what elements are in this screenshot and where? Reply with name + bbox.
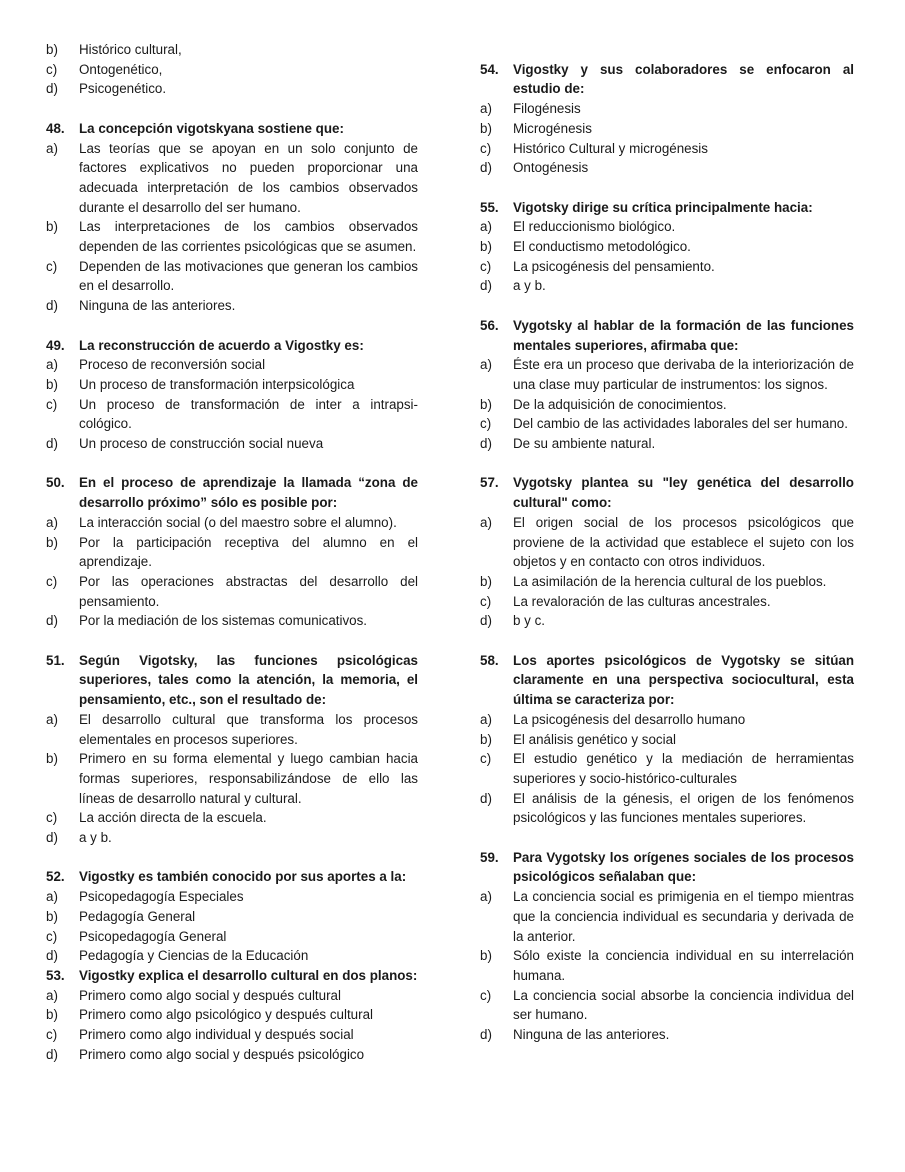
- option-letter: b): [480, 239, 492, 254]
- question-block: [46, 651, 418, 848]
- option-text: a y b.: [513, 278, 546, 294]
- option-letter: d): [46, 81, 58, 97]
- option-text: Un proceso de construcción social nueva: [79, 436, 324, 452]
- answer-option: [46, 808, 418, 828]
- option-text: Histórico cultural,: [79, 42, 182, 57]
- option-letter: b): [46, 534, 58, 550]
- answer-option: [46, 395, 418, 434]
- answer-option: [46, 986, 418, 1006]
- option-text: a y b.: [79, 830, 112, 846]
- question-heading: [46, 119, 418, 139]
- question-text: Vigostky es también conocido por sus aportes a la:: [79, 869, 407, 885]
- option-letter: a): [480, 711, 492, 727]
- option-text: La conciencia social absorbe la conciencia individua del ser humano.: [513, 987, 854, 1023]
- option-text: Sólo existe la conciencia individual en su interrelación humana.: [513, 948, 854, 983]
- option-letter: d): [46, 948, 58, 964]
- option-text: b y c.: [513, 613, 545, 629]
- option-text: Primero como algo social y después psicológico: [79, 1046, 365, 1062]
- question-heading: [480, 651, 854, 710]
- question-number: 58.: [480, 652, 499, 668]
- answer-option: [480, 139, 854, 159]
- question-block: [46, 966, 418, 1065]
- answer-option: [46, 513, 418, 533]
- option-letter: b): [46, 219, 58, 235]
- option-text: De la adquisición de conocimientos.: [513, 396, 727, 412]
- option-text: Dependen de las motivaciones que generan los cambios en el desarrollo.: [79, 258, 418, 294]
- option-letter: b): [46, 376, 58, 392]
- option-letter: d): [480, 278, 492, 294]
- question-number: 51.: [46, 652, 65, 668]
- option-text: Histórico Cultural y microgénesis: [513, 140, 708, 156]
- option-text: Primero en su forma elemental y luego cambian hacia formas superiores, responsabilizándose de ello las líneas de desarrollo natural y cultural.: [79, 751, 418, 806]
- option-letter: a): [480, 219, 492, 235]
- option-text: La interacción social (o del maestro sobre el alumno).: [79, 514, 397, 530]
- question-number: 59.: [480, 849, 499, 865]
- option-text: Primero como algo psicológico y después cultural: [79, 1007, 373, 1023]
- question-block: [46, 119, 418, 316]
- question-number: 55.: [480, 199, 499, 215]
- option-letter: c): [46, 61, 58, 77]
- option-text: Del cambio de las actividades laborales del ser humano.: [513, 416, 848, 432]
- option-letter: a): [480, 889, 492, 905]
- option-text: La asimilación de la herencia cultural de los pueblos.: [513, 573, 827, 589]
- left-column: [46, 40, 418, 1084]
- option-letter: c): [480, 258, 492, 274]
- option-text: El origen social de los procesos psicológicos que proviene de la actividad que establece el sujeto con los objetos y en contacto con otros individuos.: [513, 514, 854, 570]
- option-text: Un proceso de transformación interpsicológica: [79, 376, 355, 392]
- option-text: El análisis genético y social: [513, 731, 677, 747]
- answer-option: [46, 1005, 418, 1025]
- option-letter: d): [480, 160, 492, 176]
- answer-option: [480, 513, 854, 572]
- answer-option: [480, 276, 854, 296]
- option-letter: d): [46, 298, 58, 314]
- option-text: Ninguna de las anteriores.: [79, 298, 236, 314]
- answer-option: [46, 611, 418, 631]
- question-heading: [480, 848, 854, 887]
- answer-option: [480, 710, 854, 730]
- question-number: 50.: [46, 475, 65, 491]
- option-text: La psicogénesis del desarrollo humano: [513, 711, 746, 727]
- option-letter: b): [480, 731, 492, 747]
- option-text: Ontogénesis: [513, 160, 589, 176]
- continued-options: [46, 40, 418, 99]
- question-text: Vygotsky plantea su "ley genética del desarrollo cultural" como:: [513, 475, 854, 511]
- option-letter: c): [480, 140, 492, 156]
- question-number: 48.: [46, 120, 65, 136]
- answer-option: [480, 592, 854, 612]
- answer-option: [46, 927, 418, 947]
- option-text: Ninguna de las anteriores.: [513, 1027, 670, 1043]
- option-letter: d): [480, 790, 492, 806]
- option-text: Un proceso de transformación de inter a intrapsi-cológico.: [79, 396, 418, 432]
- option-letter: b): [46, 1007, 58, 1023]
- option-text: Por la mediación de los sistemas comunicativos.: [79, 613, 368, 629]
- option-letter: b): [46, 908, 58, 924]
- answer-option: [46, 296, 418, 316]
- answer-option: [46, 60, 418, 80]
- answer-option: [480, 789, 854, 828]
- option-letter: a): [480, 357, 492, 373]
- option-text: De su ambiente natural.: [513, 436, 656, 452]
- option-letter: b): [480, 396, 492, 412]
- option-letter: c): [480, 593, 492, 609]
- option-letter: a): [46, 514, 58, 530]
- option-text: Por la participación receptiva del alumno en el aprendizaje.: [79, 534, 418, 570]
- answer-option: [480, 355, 854, 394]
- question-number: 56.: [480, 317, 499, 333]
- option-text: Filogénesis: [513, 101, 581, 117]
- question-block: [480, 848, 854, 1045]
- answer-option: [480, 946, 854, 985]
- question-heading: [46, 867, 418, 887]
- option-letter: a): [480, 514, 492, 530]
- question-heading: [46, 336, 418, 356]
- option-text: Pedagogía y Ciencias de la Educación: [79, 948, 309, 964]
- option-letter: a): [46, 711, 58, 727]
- question-block: [46, 336, 418, 454]
- question-text: Según Vigotsky, las funciones psicológicas superiores, tales como la atención, la memoria, el pensamiento, etc., son el resultado de:: [79, 652, 418, 708]
- option-text: Proceso de reconversión social: [79, 357, 266, 373]
- answer-option: [480, 237, 854, 257]
- answer-option: [480, 119, 854, 139]
- option-letter: d): [480, 613, 492, 629]
- question-number: 49.: [46, 337, 65, 353]
- answer-option: [46, 40, 418, 60]
- answer-option: [480, 749, 854, 788]
- option-letter: c): [46, 573, 58, 589]
- answer-option: [480, 986, 854, 1025]
- option-letter: c): [46, 396, 58, 412]
- answer-option: [46, 828, 418, 848]
- option-text: El análisis de la génesis, el origen de los fenómenos psicológicos y las funciones mentales superiores.: [513, 790, 854, 826]
- question-heading: [480, 473, 854, 512]
- question-heading: [480, 316, 854, 355]
- answer-option: [46, 1045, 418, 1065]
- question-block: [480, 651, 854, 828]
- option-text: Las interpretaciones de los cambios observados dependen de las corrientes psicológicas que se asumen.: [79, 219, 418, 255]
- option-letter: c): [480, 416, 492, 432]
- option-letter: b): [480, 573, 492, 589]
- question-text: Vigostky explica el desarrollo cultural en dos planos:: [79, 967, 418, 983]
- option-letter: a): [480, 101, 492, 117]
- answer-option: [46, 749, 418, 808]
- question-text: En el proceso de aprendizaje la llamada “zona de desarrollo próximo” sólo es posible por:: [79, 475, 418, 511]
- question-number: 57.: [480, 475, 499, 491]
- option-text: La revaloración de las culturas ancestrales.: [513, 593, 771, 609]
- answer-option: [480, 572, 854, 592]
- option-letter: d): [480, 1027, 492, 1043]
- answer-option: [480, 611, 854, 631]
- option-letter: d): [46, 436, 58, 452]
- question-heading: [46, 473, 418, 512]
- option-text: Pedagogía General: [79, 908, 196, 924]
- answer-option: [46, 946, 418, 966]
- question-text: Para Vygotsky los orígenes sociales de los procesos psicológicos señalaban que:: [513, 849, 854, 885]
- question-text: Los aportes psicológicos de Vygotsky se sitúan claramente en una perspectiva sociocultural, esta última se caracteriza por:: [513, 652, 854, 708]
- option-text: Las teorías que se apoyan en un solo conjunto de factores explicativos no pueden proporcionar una adecuada interpretación de los cambios observados durante el desarrollo del ser humano.: [79, 140, 418, 215]
- question-heading: [46, 966, 418, 986]
- answer-option: [480, 158, 854, 178]
- option-text: Primero como algo social y después cultural: [79, 987, 341, 1003]
- option-letter: d): [46, 830, 58, 846]
- option-letter: c): [46, 810, 58, 826]
- answer-option: [46, 572, 418, 611]
- option-text: El estudio genético y la mediación de herramientas superiores y socio-histórico-culturales: [513, 751, 854, 786]
- option-letter: a): [46, 140, 58, 156]
- option-text: La conciencia social es primigenia en el tiempo mientras que la conciencia individual es secundaria y derivada de la anterior.: [513, 889, 854, 944]
- question-heading: [46, 651, 418, 710]
- option-letter: d): [46, 1046, 58, 1062]
- answer-option: [480, 1025, 854, 1045]
- question-block: [480, 473, 854, 631]
- question-block: [480, 316, 854, 454]
- question-heading: [480, 198, 854, 218]
- answer-option: [46, 375, 418, 395]
- option-text: La psicogénesis del pensamiento.: [513, 258, 715, 274]
- answer-option: [480, 730, 854, 750]
- right-column: [480, 40, 854, 1064]
- question-text: La reconstrucción de acuerdo a Vigostky es:: [79, 337, 364, 353]
- answer-option: [46, 533, 418, 572]
- answer-option: [46, 710, 418, 749]
- question-text: Vygotsky al hablar de la formación de las funciones mentales superiores, afirmaba que:: [513, 317, 854, 353]
- option-letter: a): [46, 889, 58, 905]
- answer-option: [46, 355, 418, 375]
- option-text: Ontogenético,: [79, 61, 163, 77]
- answer-option: [46, 907, 418, 927]
- question-text: Vigostky y sus colaboradores se enfocaron al estudio de:: [513, 61, 854, 97]
- option-letter: d): [480, 436, 492, 452]
- answer-option: [46, 1025, 418, 1045]
- question-block: [46, 867, 418, 966]
- answer-option: [46, 139, 418, 218]
- answer-option: [46, 887, 418, 907]
- option-text: El conductismo metodológico.: [513, 239, 691, 254]
- question-number: 52.: [46, 869, 65, 885]
- option-letter: b): [46, 751, 58, 767]
- answer-option: [480, 99, 854, 119]
- option-text: Psicogenético.: [79, 81, 167, 97]
- option-text: Éste era un proceso que derivaba de la interiorización de una clase muy particular de instrumentos: los signos.: [513, 357, 854, 392]
- answer-option: [46, 257, 418, 296]
- option-text: Microgénesis: [513, 120, 592, 136]
- answer-option: [46, 79, 418, 99]
- option-text: Psicopedagogía Especiales: [79, 889, 244, 905]
- option-text: La acción directa de la escuela.: [79, 810, 267, 826]
- option-text: El desarrollo cultural que transforma los procesos elementales en procesos superiores.: [79, 711, 418, 747]
- option-letter: c): [46, 928, 58, 944]
- option-letter: c): [480, 987, 492, 1003]
- answer-option: [480, 395, 854, 415]
- option-letter: b): [46, 42, 58, 57]
- question-text: La concepción vigotskyana sostiene que:: [79, 120, 344, 136]
- option-letter: a): [46, 357, 58, 373]
- question-number: 53.: [46, 967, 65, 983]
- answer-option: [480, 887, 854, 946]
- option-letter: d): [46, 613, 58, 629]
- answer-option: [480, 434, 854, 454]
- answer-option: [480, 414, 854, 434]
- answer-option: [480, 217, 854, 237]
- question-block: [46, 473, 418, 631]
- option-text: Primero como algo individual y después social: [79, 1027, 354, 1043]
- option-text: Por las operaciones abstractas del desarrollo del pensamiento.: [79, 573, 418, 609]
- option-letter: b): [480, 948, 492, 964]
- option-letter: c): [46, 1027, 58, 1043]
- option-text: El reduccionismo biológico.: [513, 219, 676, 235]
- question-text: Vigotsky dirige su crítica principalmente hacia:: [513, 199, 813, 215]
- option-letter: a): [46, 987, 58, 1003]
- question-block: [480, 198, 854, 297]
- question-number: 54.: [480, 61, 499, 77]
- answer-option: [480, 257, 854, 277]
- question-heading: [480, 60, 854, 99]
- option-letter: c): [480, 751, 492, 767]
- answer-option: [46, 217, 418, 256]
- answer-option: [46, 434, 418, 454]
- option-text: Psicopedagogía General: [79, 928, 227, 944]
- option-letter: b): [480, 120, 492, 136]
- option-letter: c): [46, 258, 58, 274]
- question-block: [480, 60, 854, 178]
